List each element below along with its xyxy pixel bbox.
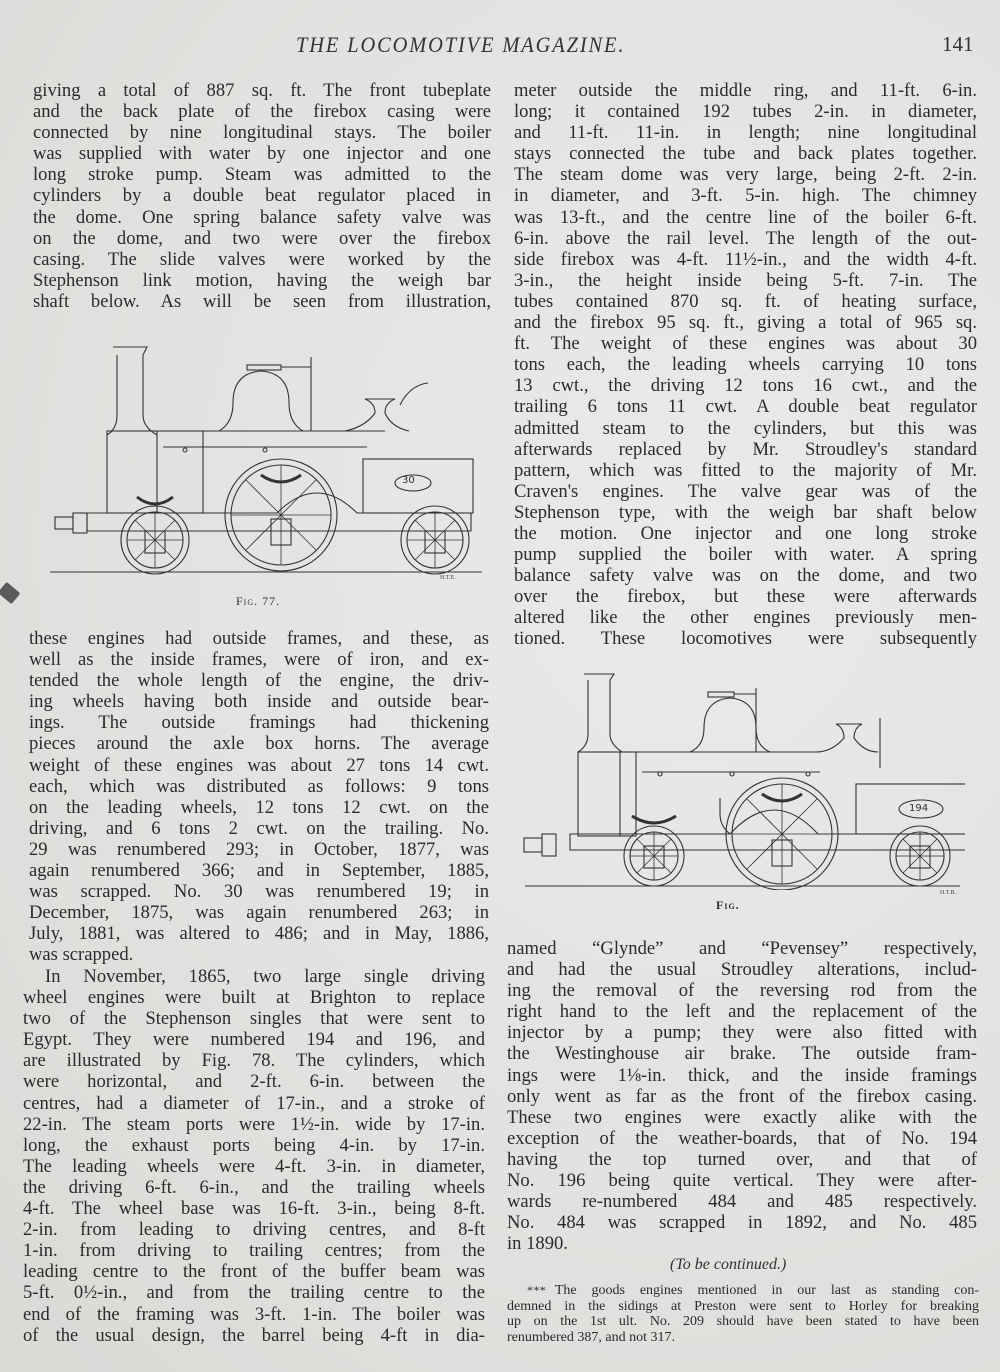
text-line: meter outside the middle ring, and 11-ft. 6-in.	[514, 80, 977, 101]
text-line: were horizontal, and 2-ft. 6-in. between the	[23, 1071, 485, 1093]
text-line: 2-in. from leading to driving centres, and 8-ft	[23, 1219, 485, 1241]
text-line: 6-in. above the rail level. The length of the out-	[514, 227, 977, 249]
fig77-initials: H.T.E.	[440, 575, 456, 581]
footnote-line	[507, 1314, 979, 1330]
text-line: on the leading wheels, 12 tons 12 cwt. on the	[29, 796, 489, 818]
text-line: exception of the weather-boards, that of No. 194	[507, 1127, 977, 1149]
text-line: afterwards replaced by Mr. Stroudley's standard	[514, 438, 977, 460]
text-line: two of the Stephenson singles that were sent to	[23, 1008, 485, 1030]
text-line: the dome. One spring balance safety valve was	[33, 206, 491, 228]
text-line: ings. The outside framings had thickening	[29, 712, 489, 734]
text-line: was scrapped.	[29, 944, 134, 966]
text-line: 4-ft. The wheel base was 16-ft. 3-in., being 8-ft.	[23, 1198, 485, 1220]
text-line: and 11-ft. 11-in. in length; nine longitudinal	[514, 122, 977, 144]
text-line: ing the removal of the reversing rod from the	[507, 980, 977, 1002]
text-line: leading centre to the front of the buffer beam was	[23, 1261, 485, 1283]
fig78-caption: Fig.	[716, 898, 740, 912]
fig78-initials: H.T.B.	[940, 890, 957, 896]
text-line: tubes contained 870 sq. ft. of heating surface,	[514, 290, 977, 312]
text-line: tended the whole length of the engine, the driv-	[29, 670, 489, 692]
text-line: shaft below. As will be seen from illustration,	[33, 290, 491, 312]
text-line: ing wheels having both inside and outside bear-	[29, 691, 489, 713]
text-line: balance safety valve was on the dome, and two	[514, 565, 977, 587]
text-line: in diameter, and 3-ft. 5-in. high. The chimney	[514, 185, 977, 207]
text-line: Egypt. They were numbered 194 and 196, and	[23, 1029, 485, 1051]
text-line: was scrapped. No. 30 was renumbered 19; in	[29, 881, 489, 903]
text-line: these engines had outside frames, and these, as	[29, 628, 489, 649]
text-line: only went as far as the front of the firebox casing.	[507, 1085, 977, 1107]
text-line: was 13-ft., and the centre line of the boiler 6-ft.	[514, 206, 977, 228]
figure-78	[520, 668, 965, 896]
text-line: the motion. One injector and one long stroke	[514, 522, 977, 544]
fig77-engine-number: 30	[402, 475, 415, 486]
text-line: December, 1875, was again renumbered 263; in	[29, 902, 489, 924]
left-column-middle-text	[29, 628, 489, 966]
asterism-mark: * * *	[527, 1283, 545, 1297]
text-line: Stephenson type, with the weigh bar shaft below	[514, 501, 977, 523]
text-line: each, which was distributed as follows: 9 tons	[29, 775, 489, 797]
text-line: altered like the other engines previously men-	[514, 607, 977, 629]
text-line: casing. The slide valves were worked by the	[33, 248, 491, 270]
text-line: No. 196 being quite vertical. They were after-	[507, 1170, 977, 1192]
text-line: pump supplied the boiler with water. A spring	[514, 544, 977, 566]
text-line: the Westinghouse air brake. The outside fram-	[507, 1043, 977, 1065]
text-line: in 1890.	[507, 1233, 568, 1255]
text-line: The steam dome was very large, being 2-ft. 2-in.	[514, 164, 977, 186]
text-line: stays connected the tube and back plates together.	[514, 143, 977, 165]
text-line: connected by nine longitudinal stays. The boiler	[33, 122, 491, 144]
text-line: having the top turned over, and that of	[507, 1148, 977, 1170]
text-line: ft. The weight of these engines was about 30	[514, 333, 977, 355]
text-line: 1-in. from driving to trailing centres; from the	[23, 1240, 485, 1262]
text-line: admitted steam to the cylinders, but this was	[514, 417, 977, 439]
fig77-caption: Fig. 77.	[236, 594, 281, 608]
text-line: on the dome, and two were over the firebox	[33, 227, 491, 249]
text-line: In November, 1865, two large single driving	[45, 966, 485, 987]
footnote-text: demned in the sidings at Preston were sent to Horley for breaking	[507, 1298, 979, 1314]
left-column-bottom-text	[23, 966, 485, 1346]
text-line: of the usual design, the barrel being 4-ft in dia-	[23, 1324, 485, 1346]
figure-77	[45, 335, 485, 581]
footnote-line	[507, 1283, 979, 1299]
text-line: long, the exhaust ports being 4-in. by 17-in.	[23, 1134, 485, 1156]
text-line: and the back plate of the firebox casing were	[33, 101, 491, 123]
locomotive-drawing-fig78	[520, 668, 965, 890]
to-be-continued: (To be continued.)	[670, 1256, 787, 1273]
cab	[363, 459, 473, 513]
text-line: right hand to the left and the replacement of the	[507, 1001, 977, 1023]
text-line: wards re-numbered 484 and 485 respectively.	[507, 1191, 977, 1213]
footnote-text: renumbered 387, and not 317.	[507, 1329, 675, 1345]
thumb-smudge	[0, 582, 20, 604]
steam-dome	[690, 698, 770, 752]
page-header	[0, 28, 1000, 58]
text-line: side firebox was 4-ft. 11½-in., and the width 4-ft.	[514, 248, 977, 270]
text-line: cylinders by a double beat regulator placed in	[33, 185, 491, 207]
page-number: 141	[942, 32, 974, 56]
left-column-top-text	[33, 80, 491, 312]
text-line: These two engines were exactly alike with the	[507, 1106, 977, 1128]
smokebox	[107, 431, 203, 513]
text-line: well as the inside frames, were of iron, and ex-	[29, 649, 489, 671]
text-line: tioned. These locomotives were subsequently	[514, 628, 977, 650]
footnote-line	[507, 1299, 979, 1315]
text-line: tons each, the leading wheels carrying 10 tons	[514, 354, 977, 376]
text-line: giving a total of 887 sq. ft. The front tubeplate	[33, 80, 491, 101]
text-line: 5-ft. 0½-in., and from the trailing centre to the	[23, 1282, 485, 1304]
text-line: was supplied with water by one injector and one	[33, 143, 491, 165]
footnote-line	[507, 1330, 979, 1346]
footnote	[507, 1283, 979, 1345]
text-line: and had the usual Stroudley alterations, includ-	[507, 959, 977, 981]
text-line: Stephenson link motion, having the weigh bar	[33, 269, 491, 291]
text-line: ings were 1⅛-in. thick, and the inside framings	[507, 1064, 977, 1086]
text-line: centres, had a diameter of 17-in., and a stroke of	[23, 1092, 485, 1114]
text-line: named “Glynde” and “Pevensey” respectively,	[507, 938, 977, 959]
smokebox	[578, 752, 636, 836]
text-line: and the firebox 95 sq. ft., giving a total of 965 sq.	[514, 312, 977, 334]
magazine-title: THE LOCOMOTIVE MAGAZINE.	[296, 32, 626, 57]
right-column-bottom-text	[507, 938, 977, 1254]
text-line: injector by a pump; they were also fitted with	[507, 1022, 977, 1044]
text-line: 3-in., the height inside being 5-ft. 7-in. The	[514, 269, 977, 291]
text-line: wheel engines were built at Brighton to replace	[23, 987, 485, 1009]
right-column-top-text	[514, 80, 977, 650]
text-line: over the firebox, but these were afterwards	[514, 586, 977, 608]
text-line: again renumbered 366; and in September, 1885,	[29, 860, 489, 882]
steam-dome	[219, 371, 303, 431]
text-line: The leading wheels were 4-ft. 3-in. in diameter,	[23, 1155, 485, 1177]
fig78-engine-number: 194	[909, 803, 929, 814]
footnote-text: up on the 1st ult. No. 209 should have been stated to have been	[507, 1314, 979, 1329]
text-line: July, 1881, was altered to 486; and in May, 1886,	[29, 923, 489, 945]
text-line: are illustrated by Fig. 78. The cylinders, which	[23, 1050, 485, 1072]
text-line: pieces around the axle box horns. The average	[29, 733, 489, 755]
text-line: driving, and 6 tons 2 cwt. on the trailing. No.	[29, 817, 489, 839]
text-line: 29 was renumbered 293; in October, 1877, was	[29, 838, 489, 860]
text-line: 22-in. The steam ports were 1½-in. wide by 17-in.	[23, 1113, 485, 1135]
text-line: pattern, which was fitted to the majority of Mr.	[514, 459, 977, 481]
text-line: Craven's engines. The valve gear was of the	[514, 480, 977, 502]
footnote-text: The goods engines mentioned in our last as standing con-	[554, 1283, 979, 1298]
text-line: 13 cwt., the driving 12 tons 16 cwt., and the	[514, 375, 977, 397]
text-line: long stroke pump. Steam was admitted to the	[33, 164, 491, 186]
text-line: No. 484 was scrapped in 1892, and No. 485	[507, 1212, 977, 1234]
locomotive-drawing-fig77	[45, 335, 485, 575]
text-line: long; it contained 192 tubes 2-in. in diameter,	[514, 101, 977, 123]
frame	[87, 493, 471, 531]
text-line: the driving 6-ft. 6-in., and the trailing wheels	[23, 1176, 485, 1198]
text-line: weight of these engines was about 27 tons 14 cwt.	[29, 754, 489, 776]
chimney	[113, 347, 157, 435]
text-line: trailing 6 tons 11 cwt. A double beat regulator	[514, 396, 977, 418]
text-line: end of the framing was 3-ft. 1-in. The boiler was	[23, 1303, 485, 1325]
